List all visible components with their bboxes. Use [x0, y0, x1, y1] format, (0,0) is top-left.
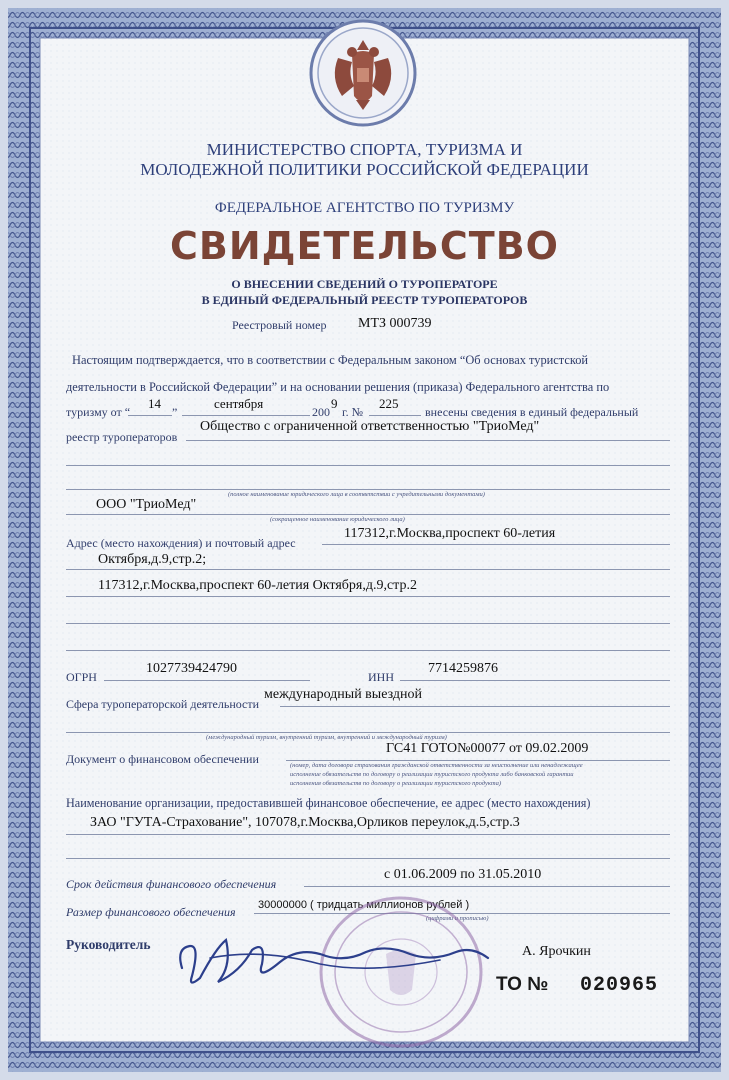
amount-value: 30000000 ( тридцать миллионов рублей ) — [258, 899, 470, 911]
sphere-label: Сфера туроператорской деятельности — [66, 697, 260, 711]
sphere-value: международный выездной — [264, 687, 422, 702]
validity-label: Срок действия финансового обеспечения — [66, 877, 277, 891]
financial-doc-label: Документ о финансовом обеспечении — [66, 752, 259, 766]
head-label: Руководитель — [66, 937, 151, 952]
decision-year: 9 — [331, 396, 338, 411]
serial-number: 020965 — [580, 974, 659, 997]
agency-name: ФЕДЕРАЛЬНОЕ АГЕНТСТВО ПО ТУРИЗМУ — [214, 200, 515, 216]
postal-address: 117312,г.Москва,проспект 60-летия Октября,д.9,стр.2 — [98, 578, 417, 593]
serial-prefix: ТО № — [496, 974, 549, 995]
address-label: Адрес (место нахождения) и почтовый адрес — [66, 536, 296, 550]
address-line-1: 117312,г.Москва,проспект 60-летия — [344, 526, 556, 541]
intro-date-suffix: внесены сведения в единый федеральный — [425, 405, 639, 419]
sphere-caption: (международный туризм, внутренний туризм, внутренний и международный туризм) — [206, 734, 447, 741]
amount-caption: (цифрами и прописью) — [426, 915, 489, 922]
ogrn-label: ОГРН — [66, 670, 97, 684]
financial-doc-caption-1: (номер, дата договора страхования гражданской ответственности за неисполнение или ненадлежащее — [290, 762, 583, 769]
head-name: А. Ярочкин — [522, 944, 591, 959]
inn-label: ИНН — [368, 670, 394, 684]
intro-line-4: реестр туроператоров — [66, 430, 178, 444]
intro-line-1: Настоящим подтверждается, что в соответствии с Федеральным законом “Об основах туристской — [72, 353, 589, 367]
document-title: СВИДЕТЕЛЬСТВО — [170, 224, 559, 268]
provider-value: ЗАО "ГУТА-Страхование", 107078,г.Москва,Орликов переулок,д.5,стр.3 — [90, 815, 520, 830]
decision-day: 14 — [148, 396, 161, 411]
coat-of-arms-emblem — [300, 18, 426, 128]
financial-doc-value: ГС41 ГОТО№00077 от 09.02.2009 — [386, 741, 589, 756]
intro-date-quote: ” — [172, 405, 178, 419]
subtitle-line-2: В ЕДИНЫЙ ФЕДЕРАЛЬНЫЙ РЕЕСТР ТУРОПЕРАТОРОВ — [201, 293, 528, 307]
ministry-line-1: МИНИСТЕРСТВО СПОРТА, ТУРИЗМА И — [206, 140, 523, 159]
validity-value: с 01.06.2009 по 31.05.2010 — [384, 867, 542, 882]
address-line-2: Октября,д.9,стр.2; — [98, 552, 207, 567]
full-company-name: Общество с ограниченной ответственностью "ТриоМед" — [200, 419, 540, 434]
intro-date-prefix: туризму от “ — [66, 405, 131, 419]
registry-number: МТЗ 000739 — [358, 316, 432, 331]
short-company-name: ООО "ТриоМед" — [96, 497, 197, 512]
registry-label: Реестровый номер — [232, 318, 327, 332]
ogrn-value: 1027739424790 — [146, 661, 237, 676]
provider-label: Наименование организации, предоставившей финансовое обеспечение, ее адрес (место нахождения) — [66, 796, 591, 810]
financial-doc-caption-2: исполнение обязательств по договору о реализации туристского продукта либо банковской гарантии — [290, 771, 574, 778]
director-signature — [170, 918, 500, 998]
intro-line-2: деятельности в Российской Федерации” и на основании решения (приказа) Федерального агентства по — [66, 380, 610, 394]
amount-label: Размер финансового обеспечения — [66, 905, 236, 919]
ministry-line-2: МОЛОДЕЖНОЙ ПОЛИТИКИ РОССИЙСКОЙ ФЕДЕРАЦИИ — [140, 160, 589, 179]
decision-number: 225 — [379, 396, 399, 411]
inn-value: 7714259876 — [428, 661, 498, 676]
intro-year-prefix: 200 — [312, 405, 330, 419]
decision-month: сентября — [214, 396, 264, 411]
financial-doc-caption-3: исполнения обязательств по договору о реализации туристского продукта) — [290, 780, 502, 787]
short-name-caption: (сокращенное наименование юридического лица) — [270, 516, 405, 523]
full-name-caption: (полное наименование юридического лица в соответствии с учредительными документами) — [228, 491, 485, 498]
subtitle-line-1: О ВНЕСЕНИИ СВЕДЕНИЙ О ТУРОПЕРАТОРЕ — [231, 277, 498, 291]
intro-number-prefix: г. № — [342, 405, 364, 419]
